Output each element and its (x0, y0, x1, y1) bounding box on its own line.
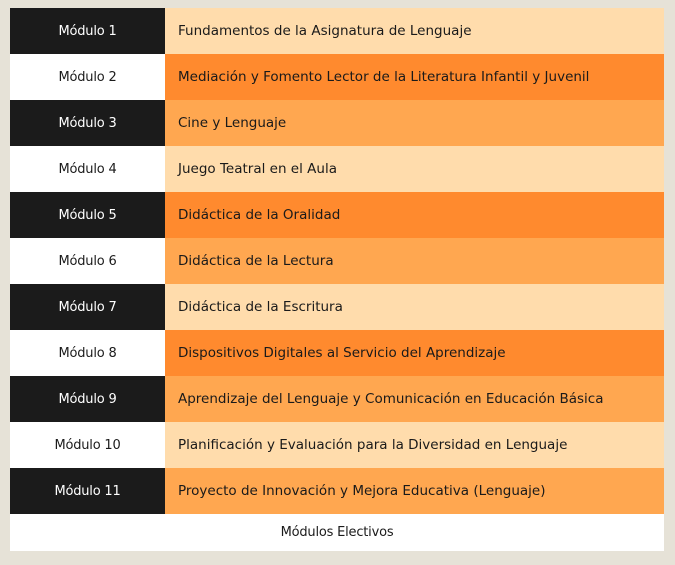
module-number: Módulo 4 (10, 146, 165, 192)
module-number: Módulo 1 (10, 8, 165, 54)
module-number: Módulo 2 (10, 54, 165, 100)
module-title: Proyecto de Innovación y Mejora Educativa (Lenguaje) (165, 468, 664, 514)
module-title: Dispositivos Digitales al Servicio del Aprendizaje (165, 330, 664, 376)
module-number: Módulo 11 (10, 468, 165, 514)
module-row (10, 422, 664, 468)
module-title: Didáctica de la Escritura (165, 284, 664, 330)
module-number: Módulo 3 (10, 100, 165, 146)
module-number: Módulo 10 (10, 422, 165, 468)
module-title: Juego Teatral en el Aula (165, 146, 664, 192)
module-row (10, 192, 664, 238)
module-row (10, 284, 664, 330)
module-number: Módulo 6 (10, 238, 165, 284)
module-row (10, 8, 664, 54)
module-number: Módulo 5 (10, 192, 165, 238)
module-row (10, 376, 664, 422)
module-title: Cine y Lenguaje (165, 100, 664, 146)
electives-footer: Módulos Electivos (10, 514, 664, 551)
module-title: Didáctica de la Oralidad (165, 192, 664, 238)
module-row (10, 100, 664, 146)
module-row (10, 146, 664, 192)
module-row (10, 238, 664, 284)
module-row (10, 468, 664, 514)
module-title: Planificación y Evaluación para la Diversidad en Lenguaje (165, 422, 664, 468)
module-number: Módulo 8 (10, 330, 165, 376)
module-title: Mediación y Fomento Lector de la Literatura Infantil y Juvenil (165, 54, 664, 100)
module-title: Aprendizaje del Lenguaje y Comunicación en Educación Básica (165, 376, 664, 422)
module-title: Fundamentos de la Asignatura de Lenguaje (165, 8, 664, 54)
modules-table (10, 8, 664, 551)
module-row (10, 54, 664, 100)
module-number: Módulo 7 (10, 284, 165, 330)
module-number: Módulo 9 (10, 376, 165, 422)
module-title: Didáctica de la Lectura (165, 238, 664, 284)
module-row (10, 330, 664, 376)
